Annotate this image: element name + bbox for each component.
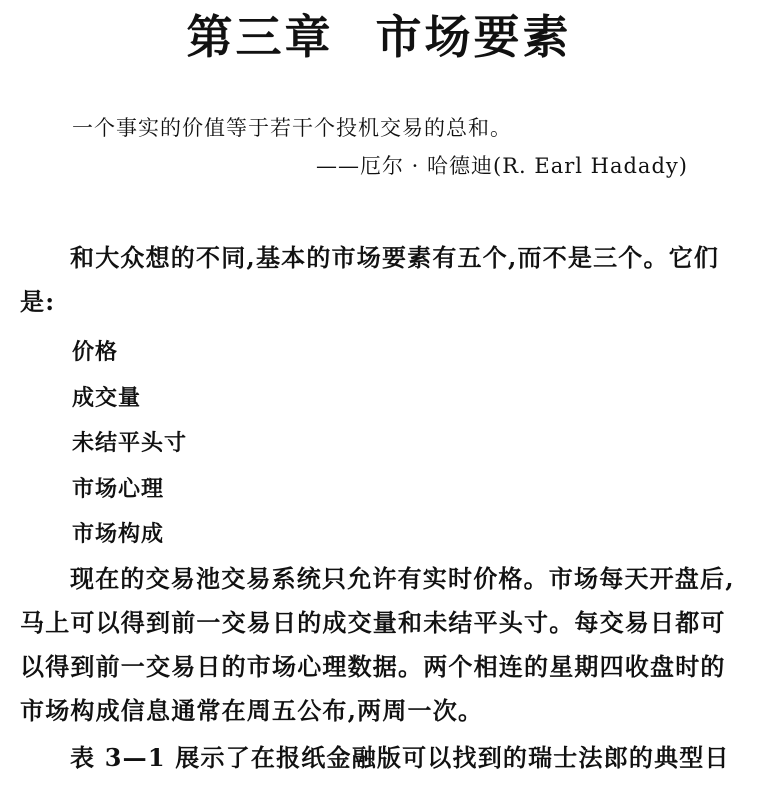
list-item: 成交量 — [72, 384, 142, 411]
epigraph-quote: 一个事实的价值等于若干个投机交易的总和。 — [72, 116, 512, 140]
list-item: 价格 — [72, 339, 119, 365]
data-availability-paragraph — [20, 557, 750, 733]
intro-paragraph — [20, 236, 750, 324]
list-item: 未结平头寸 — [72, 430, 188, 456]
table-intro-paragraph — [20, 736, 750, 780]
list-item: 市场构成 — [72, 521, 165, 547]
intro-paragraph-text: 和大众想的不同,基本的市场要素有五个,而不是三个。它们是: — [20, 243, 720, 316]
market-elements-list — [72, 330, 187, 558]
chapter-title — [0, 8, 758, 66]
epigraph-attribution: ——厄尔 · 哈德迪(R. Earl Hadady) — [316, 154, 688, 178]
data-availability-text: 现在的交易池交易系统只允许有实时价格。市场每天开盘后,马上可以得到前一交易日的成交量和未结平头寸。每交易日都可以得到前一交易日的市场心理数据。两个相连的星期四收盘时的市场构成信息通常在周五公布,两周一次。 — [20, 564, 735, 725]
table-intro-text: 表 3—1 展示了在报纸金融版可以找到的瑞士法郎的典型日 — [70, 743, 730, 772]
list-item: 市场心理 — [72, 475, 165, 502]
chapter-number: 第三章 — [186, 10, 334, 64]
chapter-name: 市场要素 — [375, 10, 572, 64]
